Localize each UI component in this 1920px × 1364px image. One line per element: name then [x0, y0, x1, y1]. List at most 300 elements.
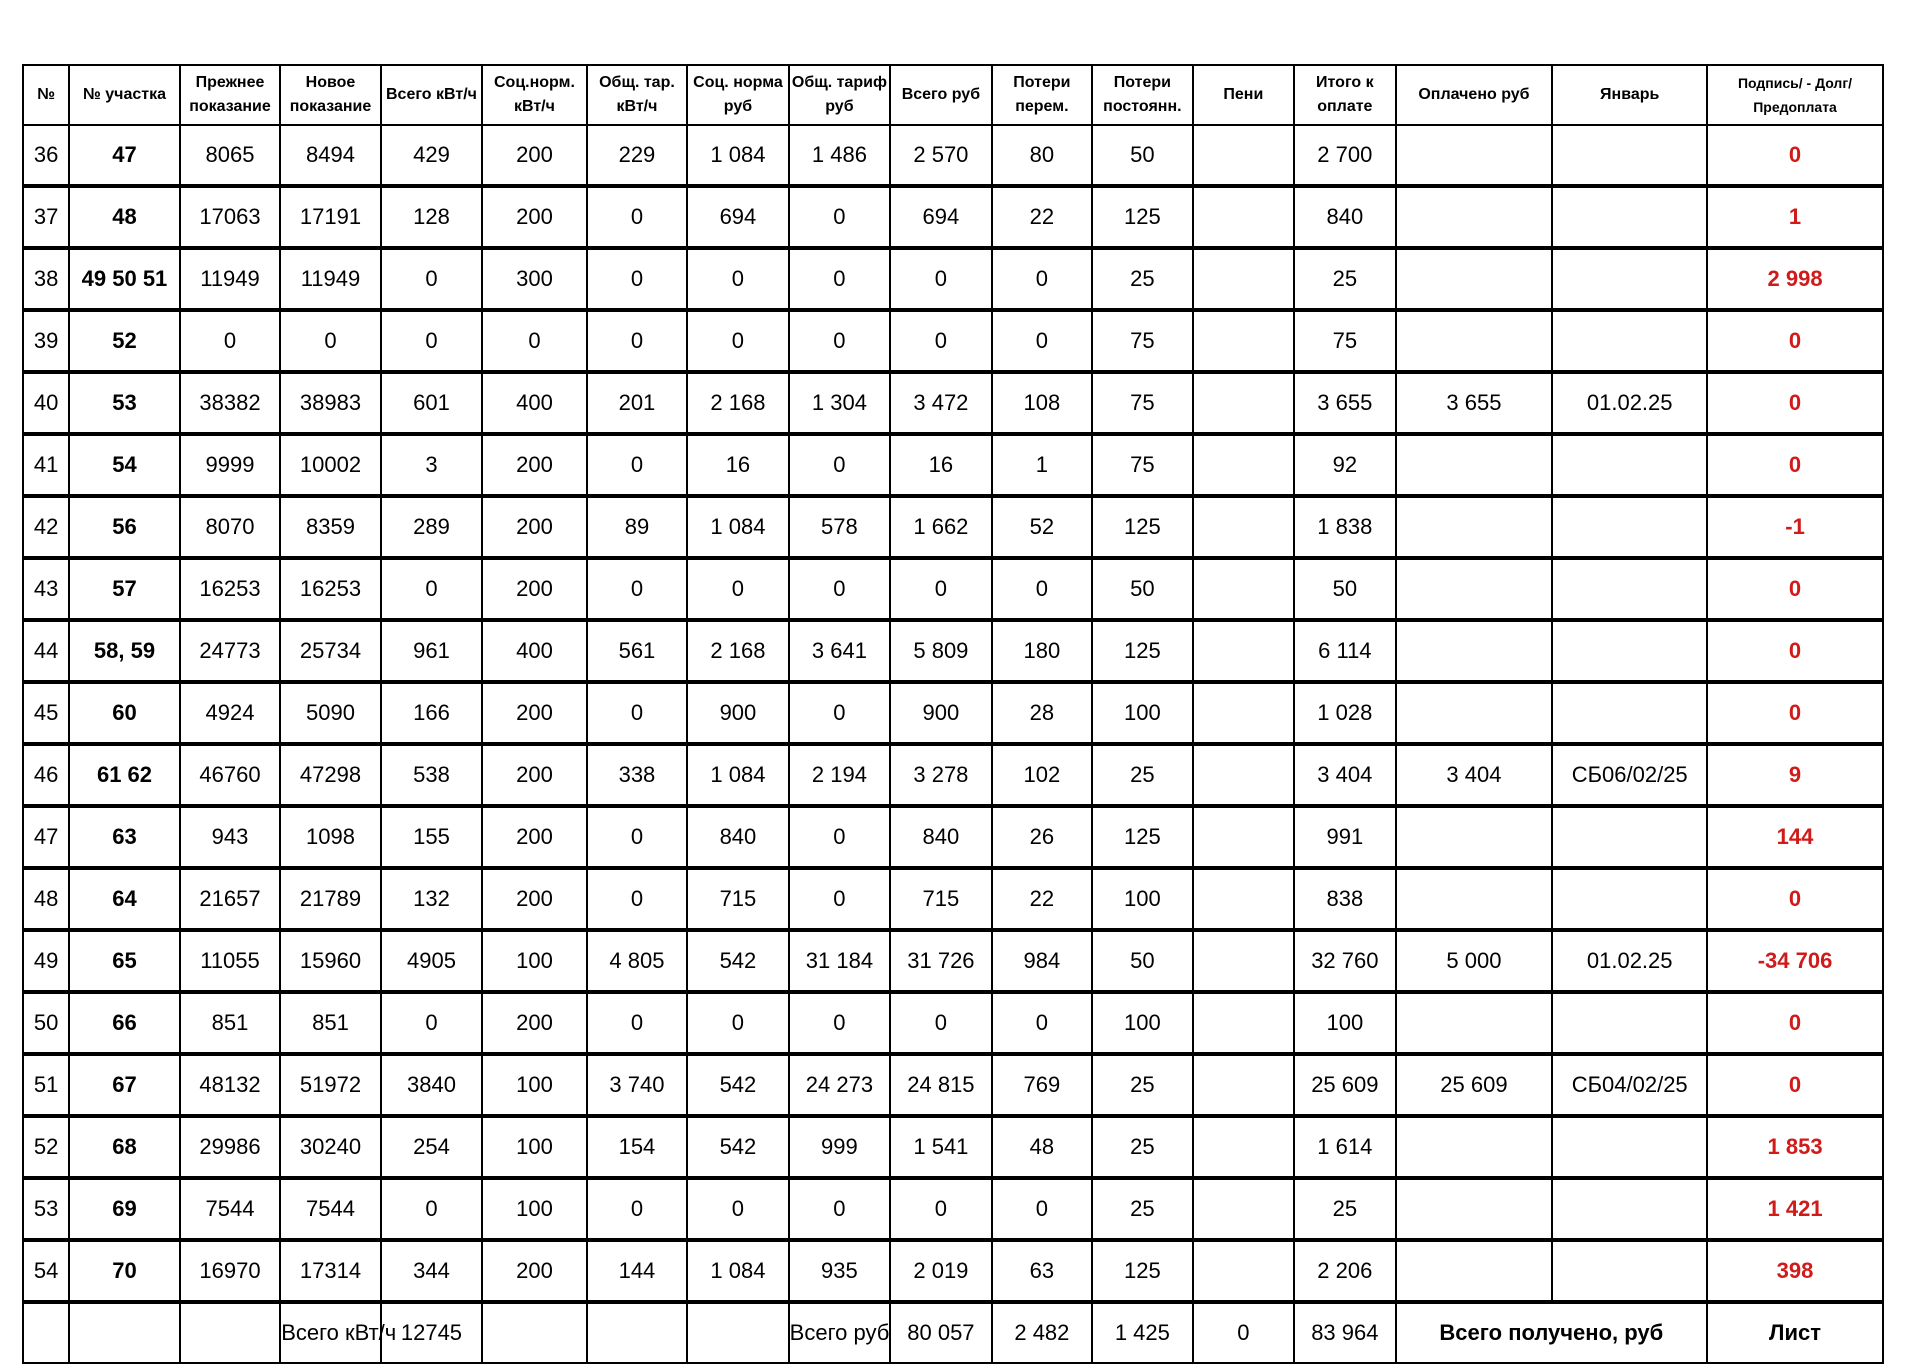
- losses-variable-cell: 1: [992, 434, 1092, 496]
- total-rub-cell: 5 809: [890, 620, 991, 682]
- debt-prepayment-cell: -34 706: [1707, 930, 1883, 992]
- row-number-cell: 45: [23, 682, 69, 744]
- losses-constant-cell: 25: [1092, 744, 1192, 806]
- table-row: [23, 372, 1883, 434]
- total-kwh-cell: 155: [381, 806, 482, 868]
- previous-reading-cell: 9999: [180, 434, 280, 496]
- social-norm-kwh-cell: 300: [482, 248, 587, 310]
- paid-rub-cell: [1396, 434, 1553, 496]
- row-number-cell: 49: [23, 930, 69, 992]
- plot-number-cell: 48: [69, 186, 180, 248]
- column-header: Январь: [1552, 65, 1707, 125]
- losses-constant-cell: 25: [1092, 1178, 1192, 1240]
- paid-rub-cell: [1396, 868, 1553, 930]
- column-header: Итого к оплате: [1294, 65, 1395, 125]
- social-norm-rub-cell: 542: [687, 1054, 788, 1116]
- losses-variable-cell: 0: [992, 992, 1092, 1054]
- column-header: №: [23, 65, 69, 125]
- total-rub-cell: 3 472: [890, 372, 991, 434]
- new-reading-cell: 15960: [280, 930, 380, 992]
- column-header: Новое показание: [280, 65, 380, 125]
- plot-number-cell: 53: [69, 372, 180, 434]
- social-norm-rub-cell: 542: [687, 1116, 788, 1178]
- previous-reading-cell: 17063: [180, 186, 280, 248]
- total-rub-cell: 715: [890, 868, 991, 930]
- totals-empty-cell: [587, 1302, 687, 1363]
- table-row: [23, 434, 1883, 496]
- social-norm-kwh-cell: 200: [482, 806, 587, 868]
- january-payment-cell: [1552, 125, 1707, 186]
- debt-prepayment-cell: 1 421: [1707, 1178, 1883, 1240]
- total-rub-value: 80 057: [890, 1302, 991, 1363]
- losses-constant-cell: 25: [1092, 248, 1192, 310]
- total-rub-cell: 1 662: [890, 496, 991, 558]
- plot-number-cell: 47: [69, 125, 180, 186]
- losses-variable-cell: 102: [992, 744, 1092, 806]
- paid-rub-cell: [1396, 620, 1553, 682]
- social-norm-rub-cell: 900: [687, 682, 788, 744]
- social-norm-kwh-cell: 200: [482, 558, 587, 620]
- total-kwh-cell: 344: [381, 1240, 482, 1302]
- table-row: [23, 310, 1883, 372]
- losses-variable-cell: 984: [992, 930, 1092, 992]
- general-tariff-kwh-cell: 4 805: [587, 930, 687, 992]
- losses-constant-cell: 125: [1092, 806, 1192, 868]
- total-kwh-cell: 538: [381, 744, 482, 806]
- penalty-cell: [1193, 930, 1294, 992]
- paid-rub-cell: [1396, 186, 1553, 248]
- january-payment-cell: [1552, 1116, 1707, 1178]
- social-norm-kwh-cell: 100: [482, 930, 587, 992]
- previous-reading-cell: 48132: [180, 1054, 280, 1116]
- january-payment-cell: [1552, 434, 1707, 496]
- paid-rub-cell: [1396, 496, 1553, 558]
- row-number-cell: 44: [23, 620, 69, 682]
- general-tariff-kwh-cell: 0: [587, 806, 687, 868]
- debt-prepayment-cell: 0: [1707, 620, 1883, 682]
- penalty-cell: [1193, 868, 1294, 930]
- table-row: [23, 125, 1883, 186]
- plot-number-cell: 52: [69, 310, 180, 372]
- penalty-cell: [1193, 744, 1294, 806]
- total-due: 83 964: [1294, 1302, 1395, 1363]
- penalty-cell: [1193, 992, 1294, 1054]
- previous-reading-cell: 21657: [180, 868, 280, 930]
- total-kwh-cell: 254: [381, 1116, 482, 1178]
- penalty-cell: [1193, 186, 1294, 248]
- plot-number-cell: 58, 59: [69, 620, 180, 682]
- general-tariff-kwh-cell: 0: [587, 248, 687, 310]
- new-reading-cell: 851: [280, 992, 380, 1054]
- row-number-cell: 53: [23, 1178, 69, 1240]
- row-number-cell: 50: [23, 992, 69, 1054]
- new-reading-cell: 17314: [280, 1240, 380, 1302]
- debt-prepayment-cell: 1: [1707, 186, 1883, 248]
- table-row: [23, 744, 1883, 806]
- total-kwh-cell: 0: [381, 1178, 482, 1240]
- row-number-cell: 51: [23, 1054, 69, 1116]
- social-norm-rub-cell: 2 168: [687, 372, 788, 434]
- general-tariff-kwh-cell: 154: [587, 1116, 687, 1178]
- new-reading-cell: 25734: [280, 620, 380, 682]
- total-kwh-cell: 601: [381, 372, 482, 434]
- social-norm-rub-cell: 1 084: [687, 744, 788, 806]
- column-header: Потери постоянн.: [1092, 65, 1192, 125]
- table-row: [23, 1240, 1883, 1302]
- row-number-cell: 48: [23, 868, 69, 930]
- losses-constant-cell: 75: [1092, 372, 1192, 434]
- table-body: [23, 125, 1883, 1302]
- new-reading-cell: 5090: [280, 682, 380, 744]
- new-reading-cell: 0: [280, 310, 380, 372]
- losses-variable-cell: 52: [992, 496, 1092, 558]
- new-reading-cell: 47298: [280, 744, 380, 806]
- column-header: Соц. норма руб: [687, 65, 788, 125]
- general-tariff-kwh-cell: 3 740: [587, 1054, 687, 1116]
- previous-reading-cell: 16970: [180, 1240, 280, 1302]
- total-due-cell: 3 655: [1294, 372, 1395, 434]
- table-row: [23, 868, 1883, 930]
- previous-reading-cell: 7544: [180, 1178, 280, 1240]
- row-number-cell: 42: [23, 496, 69, 558]
- general-tariff-rub-cell: 935: [789, 1240, 890, 1302]
- new-reading-cell: 1098: [280, 806, 380, 868]
- penalty-cell: [1193, 806, 1294, 868]
- total-rub-cell: 2 570: [890, 125, 991, 186]
- table-row: [23, 806, 1883, 868]
- general-tariff-rub-cell: 0: [789, 806, 890, 868]
- losses-constant-cell: 75: [1092, 310, 1192, 372]
- losses-constant-cell: 25: [1092, 1116, 1192, 1178]
- table-row: [23, 930, 1883, 992]
- plot-number-cell: 54: [69, 434, 180, 496]
- total-rub-cell: 0: [890, 248, 991, 310]
- january-payment-cell: [1552, 620, 1707, 682]
- social-norm-rub-cell: 694: [687, 186, 788, 248]
- column-header: Оплачено руб: [1396, 65, 1553, 125]
- general-tariff-rub-cell: 24 273: [789, 1054, 890, 1116]
- general-tariff-rub-cell: 0: [789, 682, 890, 744]
- new-reading-cell: 38983: [280, 372, 380, 434]
- social-norm-kwh-cell: 200: [482, 496, 587, 558]
- row-number-cell: 47: [23, 806, 69, 868]
- debt-prepayment-cell: 0: [1707, 992, 1883, 1054]
- total-losses-var: 2 482: [992, 1302, 1092, 1363]
- column-header: Подпись/ - Долг/Предоплата: [1707, 65, 1883, 125]
- social-norm-rub-cell: 840: [687, 806, 788, 868]
- general-tariff-rub-cell: 578: [789, 496, 890, 558]
- table-row: [23, 248, 1883, 310]
- column-header: Прежнее показание: [180, 65, 280, 125]
- total-due-cell: 6 114: [1294, 620, 1395, 682]
- total-rub-cell: 3 278: [890, 744, 991, 806]
- total-rub-cell: 694: [890, 186, 991, 248]
- debt-prepayment-cell: 0: [1707, 1054, 1883, 1116]
- previous-reading-cell: 4924: [180, 682, 280, 744]
- total-due-cell: 75: [1294, 310, 1395, 372]
- total-due-cell: 25: [1294, 1178, 1395, 1240]
- losses-variable-cell: 0: [992, 310, 1092, 372]
- total-kwh-cell: 0: [381, 248, 482, 310]
- total-rub-cell: 31 726: [890, 930, 991, 992]
- general-tariff-rub-cell: 0: [789, 992, 890, 1054]
- penalty-cell: [1193, 434, 1294, 496]
- row-number-cell: 46: [23, 744, 69, 806]
- paid-rub-cell: 3 655: [1396, 372, 1553, 434]
- total-kwh-cell: 0: [381, 558, 482, 620]
- penalty-cell: [1193, 372, 1294, 434]
- total-rub-cell: 900: [890, 682, 991, 744]
- total-losses-const: 1 425: [1092, 1302, 1192, 1363]
- total-due-cell: 991: [1294, 806, 1395, 868]
- general-tariff-kwh-cell: 0: [587, 310, 687, 372]
- january-payment-cell: 01.02.25: [1552, 372, 1707, 434]
- total-rub-cell: 1 541: [890, 1116, 991, 1178]
- general-tariff-kwh-cell: 0: [587, 1178, 687, 1240]
- total-rub-cell: 16: [890, 434, 991, 496]
- social-norm-kwh-cell: 200: [482, 744, 587, 806]
- debt-prepayment-cell: 0: [1707, 125, 1883, 186]
- paid-rub-cell: 3 404: [1396, 744, 1553, 806]
- plot-number-cell: 70: [69, 1240, 180, 1302]
- debt-prepayment-cell: 2 998: [1707, 248, 1883, 310]
- losses-variable-cell: 769: [992, 1054, 1092, 1116]
- total-rub-label: Всего руб: [789, 1302, 890, 1363]
- plot-number-cell: 65: [69, 930, 180, 992]
- new-reading-cell: 17191: [280, 186, 380, 248]
- general-tariff-rub-cell: 1 486: [789, 125, 890, 186]
- new-reading-cell: 8494: [280, 125, 380, 186]
- column-header: Пени: [1193, 65, 1294, 125]
- total-due-cell: 25: [1294, 248, 1395, 310]
- social-norm-rub-cell: 0: [687, 992, 788, 1054]
- general-tariff-rub-cell: 999: [789, 1116, 890, 1178]
- table-row: [23, 1054, 1883, 1116]
- total-due-cell: 92: [1294, 434, 1395, 496]
- new-reading-cell: 51972: [280, 1054, 380, 1116]
- table-row: [23, 186, 1883, 248]
- plot-number-cell: 64: [69, 868, 180, 930]
- billing-table: [22, 64, 1884, 1364]
- total-kwh-cell: 128: [381, 186, 482, 248]
- penalty-cell: [1193, 248, 1294, 310]
- losses-variable-cell: 180: [992, 620, 1092, 682]
- losses-constant-cell: 100: [1092, 682, 1192, 744]
- january-payment-cell: [1552, 248, 1707, 310]
- january-payment-cell: [1552, 868, 1707, 930]
- new-reading-cell: 30240: [280, 1116, 380, 1178]
- general-tariff-kwh-cell: 0: [587, 186, 687, 248]
- previous-reading-cell: 851: [180, 992, 280, 1054]
- general-tariff-rub-cell: 0: [789, 434, 890, 496]
- paid-rub-cell: 5 000: [1396, 930, 1553, 992]
- social-norm-kwh-cell: 100: [482, 1178, 587, 1240]
- header-row: [23, 65, 1883, 125]
- new-reading-cell: 10002: [280, 434, 380, 496]
- losses-constant-cell: 50: [1092, 930, 1192, 992]
- january-payment-cell: [1552, 992, 1707, 1054]
- social-norm-rub-cell: 0: [687, 1178, 788, 1240]
- penalty-cell: [1193, 620, 1294, 682]
- january-payment-cell: [1552, 1240, 1707, 1302]
- total-due-cell: 840: [1294, 186, 1395, 248]
- total-kwh-cell: 0: [381, 310, 482, 372]
- table-row: [23, 992, 1883, 1054]
- totals-empty-cell: [687, 1302, 788, 1363]
- general-tariff-rub-cell: 0: [789, 248, 890, 310]
- previous-reading-cell: 38382: [180, 372, 280, 434]
- losses-constant-cell: 125: [1092, 186, 1192, 248]
- previous-reading-cell: 8065: [180, 125, 280, 186]
- social-norm-kwh-cell: 200: [482, 1240, 587, 1302]
- general-tariff-rub-cell: 0: [789, 186, 890, 248]
- losses-variable-cell: 22: [992, 186, 1092, 248]
- debt-prepayment-cell: 0: [1707, 434, 1883, 496]
- january-payment-cell: [1552, 186, 1707, 248]
- january-payment-cell: [1552, 310, 1707, 372]
- debt-prepayment-cell: -1: [1707, 496, 1883, 558]
- total-due-cell: 1 838: [1294, 496, 1395, 558]
- new-reading-cell: 11949: [280, 248, 380, 310]
- row-number-cell: 41: [23, 434, 69, 496]
- general-tariff-kwh-cell: 89: [587, 496, 687, 558]
- january-payment-cell: 01.02.25: [1552, 930, 1707, 992]
- row-number-cell: 36: [23, 125, 69, 186]
- social-norm-kwh-cell: 0: [482, 310, 587, 372]
- column-header: Общ. тар. кВт/ч: [587, 65, 687, 125]
- general-tariff-rub-cell: 0: [789, 558, 890, 620]
- paid-rub-cell: [1396, 1178, 1553, 1240]
- paid-rub-cell: [1396, 558, 1553, 620]
- plot-number-cell: 68: [69, 1116, 180, 1178]
- general-tariff-rub-cell: 3 641: [789, 620, 890, 682]
- total-rub-cell: 0: [890, 1178, 991, 1240]
- debt-prepayment-cell: 0: [1707, 868, 1883, 930]
- previous-reading-cell: 46760: [180, 744, 280, 806]
- losses-constant-cell: 50: [1092, 125, 1192, 186]
- total-kwh-cell: 0: [381, 992, 482, 1054]
- january-payment-cell: [1552, 496, 1707, 558]
- totals-empty-cell: [23, 1302, 69, 1363]
- paid-rub-cell: [1396, 806, 1553, 868]
- total-received-label: Всего получено, руб: [1396, 1302, 1707, 1363]
- total-kwh-value: 12745: [381, 1302, 482, 1363]
- total-kwh-cell: 3: [381, 434, 482, 496]
- total-due-cell: 1 614: [1294, 1116, 1395, 1178]
- penalty-cell: [1193, 1178, 1294, 1240]
- table-row: [23, 496, 1883, 558]
- general-tariff-kwh-cell: 561: [587, 620, 687, 682]
- total-due-cell: 32 760: [1294, 930, 1395, 992]
- losses-variable-cell: 26: [992, 806, 1092, 868]
- debt-prepayment-cell: 0: [1707, 372, 1883, 434]
- total-rub-cell: 840: [890, 806, 991, 868]
- penalty-cell: [1193, 558, 1294, 620]
- column-header: Соц.норм. кВт/ч: [482, 65, 587, 125]
- general-tariff-kwh-cell: 0: [587, 682, 687, 744]
- row-number-cell: 54: [23, 1240, 69, 1302]
- losses-constant-cell: 50: [1092, 558, 1192, 620]
- losses-variable-cell: 63: [992, 1240, 1092, 1302]
- total-kwh-cell: 289: [381, 496, 482, 558]
- total-due-cell: 50: [1294, 558, 1395, 620]
- totals-empty-cell: [482, 1302, 587, 1363]
- penalty-cell: [1193, 1116, 1294, 1178]
- totals-empty-cell: [180, 1302, 280, 1363]
- row-number-cell: 40: [23, 372, 69, 434]
- losses-variable-cell: 22: [992, 868, 1092, 930]
- penalty-cell: [1193, 1054, 1294, 1116]
- social-norm-rub-cell: 16: [687, 434, 788, 496]
- row-number-cell: 39: [23, 310, 69, 372]
- total-due-cell: 25 609: [1294, 1054, 1395, 1116]
- previous-reading-cell: 24773: [180, 620, 280, 682]
- general-tariff-rub-cell: 0: [789, 310, 890, 372]
- january-payment-cell: [1552, 1178, 1707, 1240]
- debt-prepayment-cell: 0: [1707, 682, 1883, 744]
- total-kwh-cell: 961: [381, 620, 482, 682]
- total-rub-cell: 0: [890, 992, 991, 1054]
- social-norm-kwh-cell: 100: [482, 1116, 587, 1178]
- losses-variable-cell: 28: [992, 682, 1092, 744]
- new-reading-cell: 16253: [280, 558, 380, 620]
- general-tariff-rub-cell: 0: [789, 1178, 890, 1240]
- column-header: № участка: [69, 65, 180, 125]
- social-norm-rub-cell: 2 168: [687, 620, 788, 682]
- debt-prepayment-cell: 1 853: [1707, 1116, 1883, 1178]
- losses-variable-cell: 80: [992, 125, 1092, 186]
- paid-rub-cell: [1396, 1240, 1553, 1302]
- general-tariff-kwh-cell: 0: [587, 868, 687, 930]
- previous-reading-cell: 8070: [180, 496, 280, 558]
- plot-number-cell: 60: [69, 682, 180, 744]
- plot-number-cell: 63: [69, 806, 180, 868]
- social-norm-kwh-cell: 200: [482, 682, 587, 744]
- total-kwh-label: Всего кВт/ч: [280, 1302, 380, 1363]
- debt-prepayment-cell: 144: [1707, 806, 1883, 868]
- general-tariff-kwh-cell: 0: [587, 558, 687, 620]
- total-due-cell: 2 206: [1294, 1240, 1395, 1302]
- general-tariff-kwh-cell: 144: [587, 1240, 687, 1302]
- total-due-cell: 100: [1294, 992, 1395, 1054]
- plot-number-cell: 57: [69, 558, 180, 620]
- social-norm-rub-cell: 1 084: [687, 1240, 788, 1302]
- table-row: [23, 1116, 1883, 1178]
- penalty-cell: [1193, 682, 1294, 744]
- debt-prepayment-cell: 398: [1707, 1240, 1883, 1302]
- paid-rub-cell: [1396, 310, 1553, 372]
- plot-number-cell: 61 62: [69, 744, 180, 806]
- social-norm-kwh-cell: 200: [482, 868, 587, 930]
- total-due-cell: 1 028: [1294, 682, 1395, 744]
- sheet-label: Лист: [1707, 1302, 1883, 1363]
- total-due-cell: 3 404: [1294, 744, 1395, 806]
- january-payment-cell: СБ06/02/25: [1552, 744, 1707, 806]
- new-reading-cell: 8359: [280, 496, 380, 558]
- table-row: [23, 1178, 1883, 1240]
- losses-constant-cell: 125: [1092, 496, 1192, 558]
- paid-rub-cell: [1396, 992, 1553, 1054]
- general-tariff-rub-cell: 0: [789, 868, 890, 930]
- column-header: Всего руб: [890, 65, 991, 125]
- penalty-cell: [1193, 125, 1294, 186]
- general-tariff-kwh-cell: 0: [587, 434, 687, 496]
- totals-empty-cell: [69, 1302, 180, 1363]
- social-norm-kwh-cell: 400: [482, 372, 587, 434]
- total-rub-cell: 24 815: [890, 1054, 991, 1116]
- social-norm-kwh-cell: 200: [482, 992, 587, 1054]
- total-kwh-cell: 3840: [381, 1054, 482, 1116]
